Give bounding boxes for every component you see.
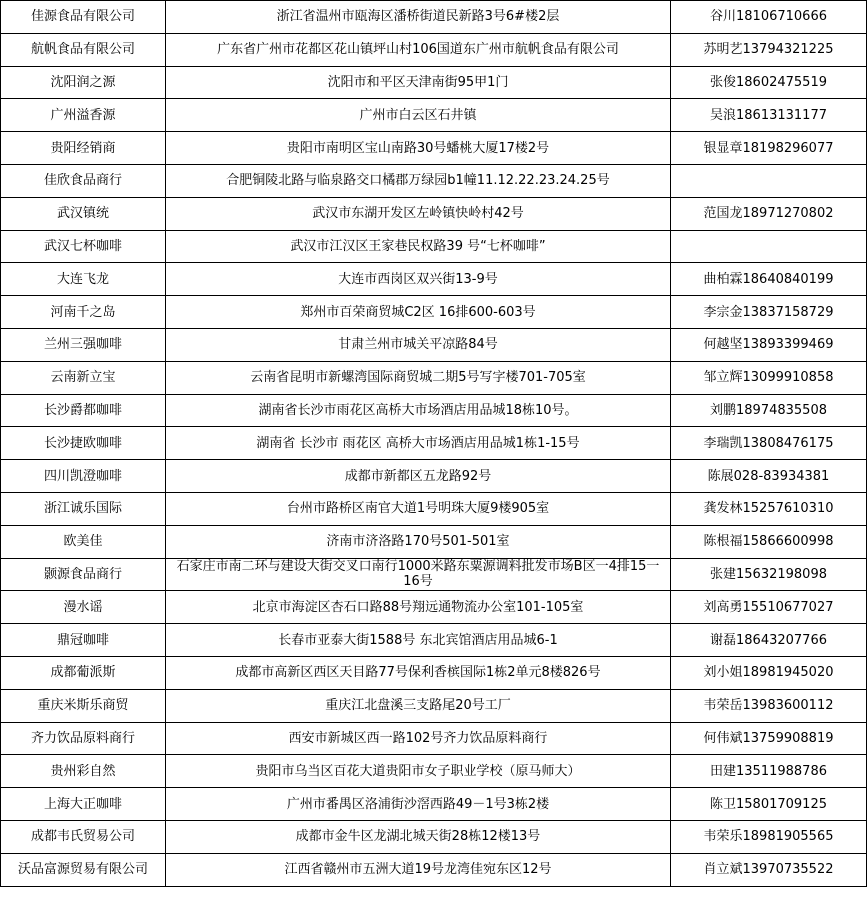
dealer-name-cell: 兰州三强咖啡 (1, 328, 166, 361)
dealer-contact-cell: 刘小姐18981945020 (671, 656, 867, 689)
dealer-address-cell: 广州市番禺区洛浦街沙滘西路49－1号3栋2楼 (166, 788, 671, 821)
dealer-contact-cell: 何伟斌13759908819 (671, 722, 867, 755)
dealer-contact-cell: 张俊18602475519 (671, 66, 867, 99)
dealer-name-cell: 佳源食品有限公司 (1, 1, 166, 34)
dealer-name-cell: 武汉七杯咖啡 (1, 230, 166, 263)
table-row (1, 164, 867, 197)
dealer-contact-cell: 肖立斌13970735522 (671, 853, 867, 886)
dealer-name-cell: 贵阳经销商 (1, 132, 166, 165)
dealer-address-cell: 西安市新城区西一路102号齐力饮品原料商行 (166, 722, 671, 755)
dealer-contact-cell: 邹立辉13099910858 (671, 361, 867, 394)
table-row (1, 558, 867, 591)
dealer-contact-cell: 龚发林15257610310 (671, 492, 867, 525)
dealer-contact-cell: 何越坚13893399469 (671, 328, 867, 361)
dealer-contact-cell: 刘鹏18974835508 (671, 394, 867, 427)
table-row (1, 66, 867, 99)
dealer-name-cell: 上海大正咖啡 (1, 788, 166, 821)
dealer-name-cell: 佳欣食品商行 (1, 164, 166, 197)
dealer-name-cell: 鼎冠咖啡 (1, 624, 166, 657)
table-row (1, 33, 867, 66)
dealer-address-cell: 浙江省温州市瓯海区潘桥街道民新路3号6#楼2层 (166, 1, 671, 34)
dealer-address-cell: 石家庄市南二环与建设大街交叉口南行1000米路东粟源调料批发市场B区一4排15一16号 (166, 558, 671, 591)
dealer-contact-cell: 韦荣乐18981905565 (671, 820, 867, 853)
dealer-name-cell: 成都葡派斯 (1, 656, 166, 689)
table-row (1, 788, 867, 821)
dealer-contact-cell: 谢磊18643207766 (671, 624, 867, 657)
table-row (1, 132, 867, 165)
table-row (1, 591, 867, 624)
dealer-name-cell: 大连飞龙 (1, 263, 166, 296)
dealer-address-cell: 武汉市东湖开发区左岭镇快岭村42号 (166, 197, 671, 230)
table-row (1, 197, 867, 230)
table-row (1, 427, 867, 460)
dealer-address-cell: 北京市海淀区杏石口路88号翔远通物流办公室101-105室 (166, 591, 671, 624)
table-row (1, 1, 867, 34)
dealer-contact-cell (671, 164, 867, 197)
table-row (1, 722, 867, 755)
dealer-contact-cell: 银显章18198296077 (671, 132, 867, 165)
dealer-contact-cell: 韦荣岳13983600112 (671, 689, 867, 722)
dealer-address-cell: 郑州市百荣商贸城C2区 16排600-603号 (166, 296, 671, 329)
dealer-contact-cell: 田建13511988786 (671, 755, 867, 788)
dealer-name-cell: 贵州彩自然 (1, 755, 166, 788)
dealer-address-cell: 贵阳市乌当区百花大道贵阳市女子职业学校（原马师大） (166, 755, 671, 788)
dealer-name-cell: 漫水谣 (1, 591, 166, 624)
table-row (1, 755, 867, 788)
dealer-name-cell: 重庆米斯乐商贸 (1, 689, 166, 722)
dealer-contact-cell: 李瑞凯13808476175 (671, 427, 867, 460)
dealer-contact-cell: 李宗金13837158729 (671, 296, 867, 329)
dealer-address-cell: 江西省赣州市五洲大道19号龙湾佳宛东区12号 (166, 853, 671, 886)
dealer-address-cell: 贵阳市南明区宝山南路30号蟠桃大厦17楼2号 (166, 132, 671, 165)
dealer-address-cell: 广东省广州市花都区花山镇坪山村106国道东广州市航帆食品有限公司 (166, 33, 671, 66)
table-row (1, 394, 867, 427)
dealer-contact-cell: 张建15632198098 (671, 558, 867, 591)
table-row (1, 460, 867, 493)
table-row (1, 853, 867, 886)
dealer-name-cell: 欧美佳 (1, 525, 166, 558)
dealer-address-cell: 湖南省 长沙市 雨花区 高桥大市场酒店用品城1栋1-15号 (166, 427, 671, 460)
dealer-contact-cell: 陈根福15866600998 (671, 525, 867, 558)
table-row (1, 656, 867, 689)
dealer-name-cell: 广州溢香源 (1, 99, 166, 132)
dealer-table-body (1, 1, 867, 887)
table-row (1, 263, 867, 296)
dealer-name-cell: 云南新立宝 (1, 361, 166, 394)
dealer-name-cell: 齐力饮品原料商行 (1, 722, 166, 755)
dealer-address-cell: 济南市济洛路170号501-501室 (166, 525, 671, 558)
dealer-contact-cell: 陈展028-83934381 (671, 460, 867, 493)
dealer-contact-cell (671, 230, 867, 263)
dealer-name-cell: 成都韦氏贸易公司 (1, 820, 166, 853)
dealer-contact-cell: 刘高勇15510677027 (671, 591, 867, 624)
dealer-address-cell: 沈阳市和平区天津南街95甲1门 (166, 66, 671, 99)
dealer-address-cell: 长春市亚泰大街1588号 东北宾馆酒店用品城6-1 (166, 624, 671, 657)
dealer-address-cell: 重庆江北盘溪三支路尾20号工厂 (166, 689, 671, 722)
dealer-address-cell: 成都市高新区西区天目路77号保利香槟国际1栋2单元8楼826号 (166, 656, 671, 689)
dealer-name-cell: 长沙捷欧咖啡 (1, 427, 166, 460)
dealer-name-cell: 沃品富源贸易有限公司 (1, 853, 166, 886)
dealer-address-cell: 武汉市江汉区王家巷民权路39 号“七杯咖啡” (166, 230, 671, 263)
dealer-address-cell: 成都市金牛区龙湖北城天街28栋12楼13号 (166, 820, 671, 853)
dealer-name-cell: 河南千之岛 (1, 296, 166, 329)
table-row (1, 230, 867, 263)
dealer-name-cell: 浙江诚乐国际 (1, 492, 166, 525)
dealer-address-cell: 甘肃兰州市城关平凉路84号 (166, 328, 671, 361)
table-row (1, 361, 867, 394)
dealer-contact-cell: 曲柏霖18640840199 (671, 263, 867, 296)
table-row (1, 525, 867, 558)
dealer-address-cell: 广州市白云区石井镇 (166, 99, 671, 132)
dealer-address-cell: 台州市路桥区南官大道1号明珠大厦9楼905室 (166, 492, 671, 525)
dealer-name-cell: 武汉镇统 (1, 197, 166, 230)
dealer-contact-cell: 苏明艺13794321225 (671, 33, 867, 66)
dealer-address-cell: 湖南省长沙市雨花区高桥大市场酒店用品城18栋10号。 (166, 394, 671, 427)
dealer-contact-cell: 吴浪18613131177 (671, 99, 867, 132)
table-row (1, 492, 867, 525)
dealer-name-cell: 沈阳润之源 (1, 66, 166, 99)
dealer-name-cell: 四川凯澄咖啡 (1, 460, 166, 493)
dealer-contact-cell: 谷川18106710666 (671, 1, 867, 34)
table-row (1, 99, 867, 132)
dealer-contact-cell: 陈卫15801709125 (671, 788, 867, 821)
table-row (1, 328, 867, 361)
dealer-address-cell: 云南省昆明市新螺湾国际商贸城二期5号写字楼701-705室 (166, 361, 671, 394)
dealer-address-cell: 成都市新都区五龙路92号 (166, 460, 671, 493)
dealer-address-cell: 合肥铜陵北路与临泉路交口橘郡万绿园b1幢11.12.22.23.24.25号 (166, 164, 671, 197)
table-row (1, 296, 867, 329)
dealer-name-cell: 长沙爵都咖啡 (1, 394, 166, 427)
dealer-contact-cell: 范国龙18971270802 (671, 197, 867, 230)
table-row (1, 820, 867, 853)
table-row (1, 624, 867, 657)
dealer-name-cell: 航帆食品有限公司 (1, 33, 166, 66)
dealer-address-cell: 大连市西岗区双兴街13-9号 (166, 263, 671, 296)
dealer-name-cell: 颢源食品商行 (1, 558, 166, 591)
table-row (1, 689, 867, 722)
